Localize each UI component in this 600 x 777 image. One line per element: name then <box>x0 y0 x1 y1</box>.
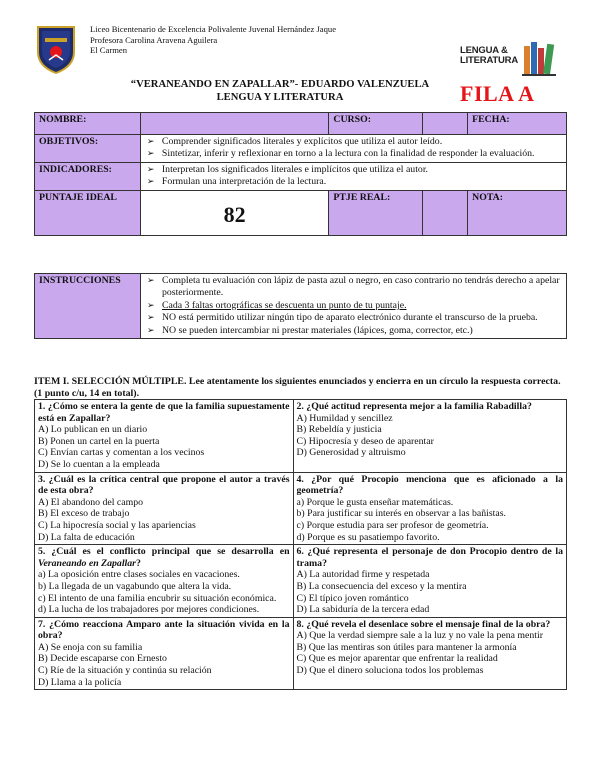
option[interactable]: D) Se lo cuentan a la empleada <box>38 458 160 470</box>
question-8 <box>293 617 566 690</box>
question-text: 4. ¿Por qué Procopio menciona que es aficionado a la geometría? <box>296 473 563 497</box>
curso-field[interactable] <box>423 113 468 135</box>
indicadores-list <box>145 164 562 189</box>
curso-label: CURSO: <box>329 113 423 135</box>
option[interactable]: b) Para justificar su interés en observar a las bañistas. <box>296 508 506 520</box>
fecha-label: FECHA: <box>468 113 567 135</box>
indicador-item: ➢ Formulan una interpretación de la lectura. <box>145 176 562 188</box>
option[interactable]: D) Generosidad y altruismo <box>296 447 406 459</box>
instructions-table <box>34 273 567 339</box>
option[interactable]: a) La oposición entre clases sociales en vacaciones. <box>38 569 240 581</box>
puntaje-ideal-label: PUNTAJE IDEAL <box>35 190 141 235</box>
option[interactable]: C) Que es mejor aparentar que enfrentar la realidad <box>296 653 498 665</box>
option[interactable]: D) La falta de educación <box>38 531 135 543</box>
objetivo-item: ➢ Sintetizar, inferir y reflexionar en torno a la lectura con la finalidad de responder la evaluación. <box>145 148 562 160</box>
fila-label: FILA A <box>460 81 535 106</box>
question-text: 2. ¿Qué actitud representa mejor a la familia Rabadilla? <box>296 401 532 412</box>
option[interactable]: b) La llegada de un vagabundo que altera la vida. <box>38 580 232 592</box>
objetivos-list <box>145 136 562 161</box>
option[interactable]: C) La hipocresía social y las apariencias <box>38 519 196 531</box>
question-4 <box>293 472 566 545</box>
objetivo-item: ➢ Comprender significados literales y explícitos que utiliza el autor leído. <box>145 136 562 148</box>
question-3 <box>35 472 294 545</box>
option[interactable]: B) La consecuencia del exceso y la mentira <box>296 580 467 592</box>
option[interactable]: C) Hipocresía y deseo de aparentar <box>296 435 434 447</box>
item-1-title: ITEM I. SELECCIÓN MÚLTIPLE. Lee atentamente los siguientes enunciados y encierra en un círculo la respuesta correcta. (1 punto c/u, 14 en total). <box>34 376 561 399</box>
instruction-item: ➢ NO está permitido utilizar ningún tipo de aparato electrónico durante el transcurso de la prueba. <box>145 312 562 324</box>
instruction-item: ➢ Cada 3 faltas ortográficas se descuenta un punto de tu puntaje. <box>145 300 562 312</box>
instructions-label: INSTRUCCIONES <box>35 274 141 339</box>
nombre-field[interactable] <box>140 113 328 135</box>
option[interactable]: C) Ríe de la situación y continúa su relación <box>38 665 212 677</box>
option[interactable]: D) Que el dinero soluciona todos los problemas <box>296 665 484 677</box>
option[interactable]: B) Rebeldía y justicia <box>296 424 382 436</box>
puntaje-ideal-value: 82 <box>140 190 328 235</box>
work-title: Veraneando en Zapallar <box>38 557 136 569</box>
question-text: 3. ¿Cuál es la crítica central que propone el autor a través de esta obra? <box>38 473 290 497</box>
question-1 <box>35 400 294 473</box>
books-icon <box>522 40 556 76</box>
option[interactable]: B) El exceso de trabajo <box>38 508 130 520</box>
option[interactable]: B) Decide escaparse con Ernesto <box>38 653 167 665</box>
nota-label: NOTA: <box>468 190 567 235</box>
title-line-1: “VERANEANDO EN ZAPALLAR”- EDUARDO VALENZUELA <box>130 79 430 90</box>
subject-brand <box>460 40 556 78</box>
option[interactable]: A) El abandono del campo <box>38 496 144 508</box>
question-text <box>38 546 290 569</box>
option[interactable]: C) El típico joven romántico <box>296 592 409 604</box>
indicador-item: ➢ Interpretan los significados literales e implícitos que utiliza el autor. <box>145 164 562 176</box>
option[interactable]: A) Se enoja con su familia <box>38 641 143 653</box>
option[interactable]: c) El intento de una familia encubrir su situación económica. <box>38 592 277 604</box>
brand-line-1: LENGUA & <box>460 45 508 56</box>
question-7 <box>35 617 294 690</box>
multiple-choice-table <box>34 399 567 690</box>
option[interactable]: A) Que la verdad siempre sale a la luz y no vale la pena mentir <box>296 630 543 642</box>
indicadores-label: INDICADORES: <box>35 162 141 190</box>
question-2 <box>293 400 566 473</box>
option[interactable]: B) Ponen un cartel en la puerta <box>38 435 160 447</box>
option[interactable]: d) Porque es su pasatiempo favorito. <box>296 531 440 543</box>
option[interactable]: A) La autoridad firme y respetada <box>296 569 430 581</box>
option[interactable]: a) Porque le gusta enseñar matemáticas. <box>296 496 454 508</box>
school-place: El Carmen <box>90 45 127 56</box>
teacher-name: Profesora Carolina Aravena Aguilera <box>90 34 218 45</box>
question-text-end: ? <box>135 557 141 569</box>
ptje-real-label: PTJE REAL: <box>329 190 423 235</box>
question-6 <box>293 545 566 618</box>
instructions-list <box>145 275 562 337</box>
instruction-item: ➢ Completa tu evaluación con lápiz de pasta azul o negro, en caso contrario no tendrás derecho a apelar posteriormente. <box>145 275 562 300</box>
option[interactable]: D) Llama a la policía <box>38 676 122 688</box>
option[interactable]: D) La sabiduría de la tercera edad <box>296 604 430 616</box>
option[interactable]: c) Porque estudia para ser profesor de geometría. <box>296 519 489 531</box>
school-crest-logo <box>34 24 78 74</box>
question-text: 1. ¿Cómo se entera la gente de que la familia supuestamente está en Zapallar? <box>38 401 290 424</box>
ptje-real-field[interactable] <box>423 190 468 235</box>
question-5 <box>35 545 294 618</box>
student-info-table <box>34 112 567 236</box>
school-name: Liceo Bicentenario de Excelencia Polivalente Juvenal Hernández Jaque <box>90 24 337 34</box>
option[interactable]: d) La lucha de los trabajadores por mejores condiciones. <box>38 604 260 616</box>
objetivos-label: OBJETIVOS: <box>35 135 141 163</box>
title-line-2: LENGUA Y LITERATURA <box>216 92 344 103</box>
option[interactable]: A) Humildad y sencillez <box>296 412 393 424</box>
question-text: 7. ¿Cómo reacciona Amparo ante la situación vivida en la obra? <box>38 618 290 642</box>
option[interactable]: C) Envían cartas y comentan a los vecinos <box>38 447 205 459</box>
option[interactable]: B) Que las mentiras son útiles para mantener la armonía <box>296 641 517 653</box>
question-text: 6. ¿Qué representa el personaje de don Procopio dentro de la trama? <box>296 546 563 569</box>
question-text: 8. ¿Qué revela el desenlace sobre el mensaje final de la obra? <box>296 618 551 630</box>
nombre-label: NOMBRE: <box>35 113 141 135</box>
brand-line-2: LITERATURA <box>460 55 518 66</box>
instruction-item: ➢ NO se pueden intercambiar ni prestar materiales (lápices, goma, corrector, etc.) <box>145 325 562 337</box>
option[interactable]: A) Lo publican en un diario <box>38 424 148 436</box>
question-text-start: 5. ¿Cuál es el conflicto principal que se desarrolla en <box>38 546 290 558</box>
